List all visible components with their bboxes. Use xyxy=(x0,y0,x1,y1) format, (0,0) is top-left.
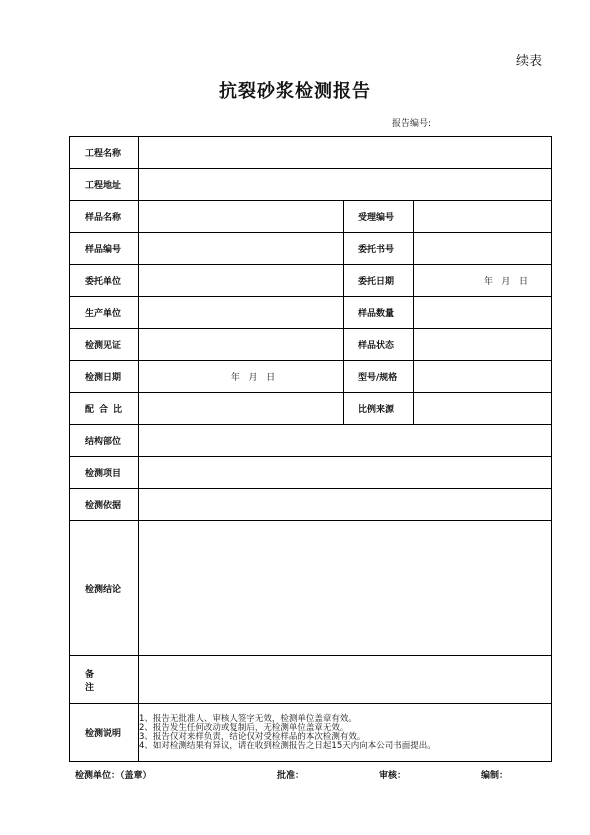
page-title: 抗裂砂浆检测报告 xyxy=(219,81,371,102)
table-row xyxy=(70,361,552,393)
model-spec-label: 型号/规格 xyxy=(344,361,414,393)
test-date-field[interactable]: 年 月 日 xyxy=(139,361,344,393)
project-name-field[interactable] xyxy=(139,137,552,169)
table-row xyxy=(70,329,552,361)
signature-footer xyxy=(0,768,590,782)
sample-quantity-field[interactable] xyxy=(414,297,552,329)
table-row xyxy=(70,169,552,201)
report-form-table xyxy=(69,136,552,762)
project-address-field[interactable] xyxy=(139,169,552,201)
test-conclusion-label: 检测结论 xyxy=(70,521,139,656)
sample-no-label: 样品编号 xyxy=(70,233,139,265)
witness-field[interactable] xyxy=(139,329,344,361)
table-row xyxy=(70,297,552,329)
table-row xyxy=(70,201,552,233)
commission-no-label: 委托书号 xyxy=(344,233,414,265)
table-row xyxy=(70,233,552,265)
sample-name-field[interactable] xyxy=(139,201,344,233)
table-row xyxy=(70,704,552,762)
test-item-label: 检测项目 xyxy=(70,457,139,489)
note-line: 2、报告发生任何改动或复制后，无检测单位盖章无效。 xyxy=(139,722,349,733)
test-conclusion-field[interactable] xyxy=(139,521,552,656)
sample-no-field[interactable] xyxy=(139,233,344,265)
test-basis-field[interactable] xyxy=(139,489,552,521)
table-row xyxy=(70,489,552,521)
mix-ratio-label: 配合比 xyxy=(70,393,139,425)
test-basis-label: 检测依据 xyxy=(70,489,139,521)
accept-no-field[interactable] xyxy=(414,201,552,233)
remarks-label: 备注 xyxy=(70,656,139,704)
review-label: 审核： xyxy=(379,771,407,781)
commission-no-field[interactable] xyxy=(414,233,552,265)
structure-part-field[interactable] xyxy=(139,425,552,457)
manufacturer-label: 生产单位 xyxy=(70,297,139,329)
manufacturer-field[interactable] xyxy=(139,297,344,329)
table-row xyxy=(70,265,552,297)
test-notes-content xyxy=(139,704,552,762)
table-row xyxy=(70,137,552,169)
sample-name-label: 样品名称 xyxy=(70,201,139,233)
ratio-source-label: 比例来源 xyxy=(344,393,414,425)
sample-state-field[interactable] xyxy=(414,329,552,361)
sample-quantity-label: 样品数量 xyxy=(344,297,414,329)
approve-label: 批准： xyxy=(277,771,305,781)
continued-label: 续表 xyxy=(516,54,543,69)
ratio-source-field[interactable] xyxy=(414,393,552,425)
table-row xyxy=(70,425,552,457)
client-unit-field[interactable] xyxy=(139,265,344,297)
model-spec-field[interactable] xyxy=(414,361,552,393)
commission-date-field[interactable]: 年 月 日 xyxy=(414,265,552,297)
table-row xyxy=(70,393,552,425)
accept-no-label: 受理编号 xyxy=(344,201,414,233)
table-row xyxy=(70,521,552,656)
note-line: 4、如对检测结果有异议，请在收到检测报告之日起15天内向本公司书面提出。 xyxy=(139,740,436,751)
table-row xyxy=(70,656,552,704)
mix-ratio-field[interactable] xyxy=(139,393,344,425)
test-date-label: 检测日期 xyxy=(70,361,139,393)
table-row xyxy=(70,457,552,489)
test-item-field[interactable] xyxy=(139,457,552,489)
note-line: 1、报告无批准人、审核人签字无效，检测单位盖章有效。 xyxy=(139,713,357,724)
test-unit-label: 检测单位：（盖章） xyxy=(75,771,152,781)
test-notes-label: 检测说明 xyxy=(70,704,139,762)
report-number-label: 报告编号: xyxy=(392,119,432,129)
client-unit-label: 委托单位 xyxy=(70,265,139,297)
structure-part-label: 结构部位 xyxy=(70,425,139,457)
project-name-label: 工程名称 xyxy=(70,137,139,169)
note-line: 3、报告仅对来样负责，结论仅对受检样品的本次检测有效。 xyxy=(139,731,366,742)
project-address-label: 工程地址 xyxy=(70,169,139,201)
remarks-field[interactable] xyxy=(139,656,552,704)
commission-date-label: 委托日期 xyxy=(344,265,414,297)
sample-state-label: 样品状态 xyxy=(344,329,414,361)
prepare-label: 编制： xyxy=(481,771,509,781)
witness-label: 检测见证 xyxy=(70,329,139,361)
